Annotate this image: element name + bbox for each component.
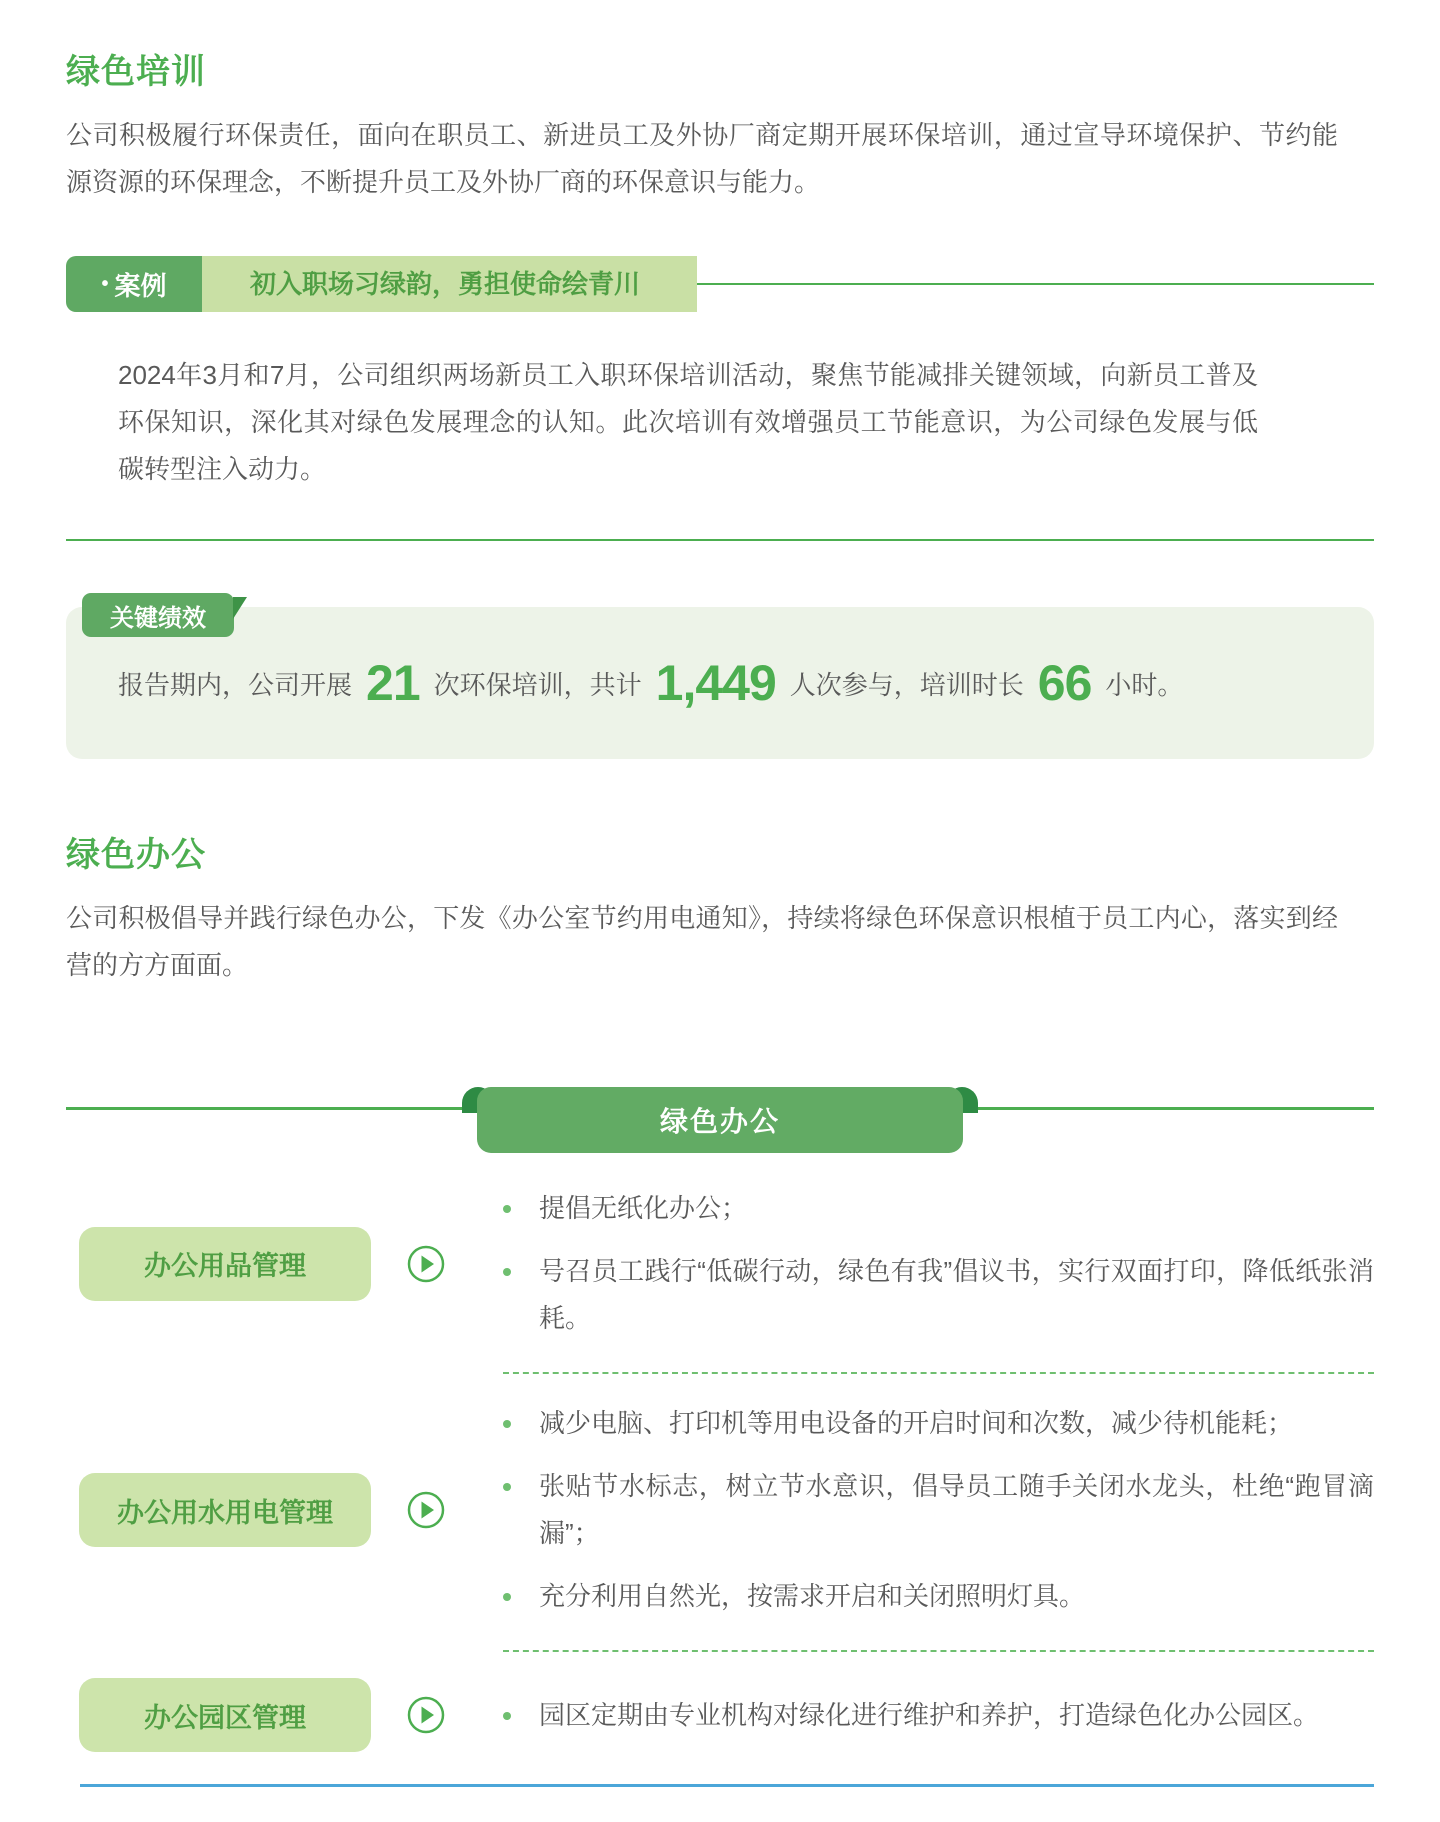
bullet-dot [503,1268,511,1276]
bullet-dot [503,1205,511,1213]
kpi-stat-text: 报告期内，公司开展 [118,669,353,700]
kpi-stat-text: 次环保培训，共计 [433,669,642,700]
case-strip [66,256,1374,312]
bullet-text: 减少电脑、打印机等用电设备的开启时间和次数，减少待机能耗； [539,1408,1294,1438]
play-icon [407,1696,445,1734]
table-row-office-park [66,1678,1374,1752]
bullet-dot [503,1712,511,1720]
key-performance-block [66,604,1374,759]
row-label-column [66,1227,443,1301]
bullet-dot [503,1483,511,1491]
bullet-text: 充分利用自然光，按需求开启和关闭照明灯具。 [539,1581,1086,1611]
case-badge-label: 案例 [114,270,167,301]
office-table-header-label: 绿色办公 [477,1087,963,1153]
kpi-stat-number: 66 [1037,655,1092,711]
kpi-stat-number: 1,449 [655,655,776,711]
case-strip-line [697,283,1374,285]
row-bullets [503,1692,1374,1739]
case-badge [66,256,202,312]
row-label: 办公用品管理 [79,1227,371,1301]
bullet-item [503,1573,1374,1620]
bullet-dot [503,1593,511,1601]
kpi-stat-text: 人次参与，培训时长 [789,669,1024,700]
kpi-statistics-line [118,655,1184,711]
bullet-text: 园区定期由专业机构对绿化进行维护和养护，打造绿色化办公园区。 [539,1699,1320,1730]
green-training-paragraph: 公司积极履行环保责任，面向在职员工、新进员工及外协厂商定期开展环保培训，通过宣导环境保护、节约能源资源的环保理念，不断提升员工及外协厂商的环保意识与能力。 [66,120,1338,197]
bottom-blue-divider [80,1784,1374,1787]
case-body-text: 2024年3月和7月，公司组织两场新员工入职环保培训活动，聚焦节能减排关键领域，向新员工普及环保知识，深化其对绿色发展理念的认知。此次培训有效增强员工节能意识，为公司绿色发展与低碳转型注入动力。 [118,360,1258,484]
kpi-box [66,607,1374,759]
row-label-column [66,1678,443,1752]
case-title: 初入职场习绿韵，勇担使命绘青川 [202,256,697,312]
office-table-header [66,1087,1374,1153]
kpi-stat-number: 21 [366,655,420,711]
bullet-item [503,1463,1374,1557]
table-row-water-electricity [66,1400,1374,1620]
bullet-item [503,1400,1374,1447]
row-label-column [66,1473,443,1547]
bullet-item [503,1692,1374,1739]
kpi-badge: 关键绩效 [82,593,234,637]
bullet-text: 张贴节水标志，树立节水意识，倡导员工随手关闭水龙头，杜绝“跑冒滴漏”； [539,1471,1374,1548]
row-label: 办公用水用电管理 [79,1473,371,1547]
table-row-office-supplies [66,1185,1374,1342]
green-divider [66,539,1374,541]
section-title-green-training: 绿色培训 [66,53,206,91]
dashed-separator [503,1650,1374,1652]
section-title-green-office: 绿色办公 [66,836,206,874]
play-icon [407,1491,445,1529]
row-bullets [503,1185,1374,1342]
row-label: 办公园区管理 [79,1678,371,1752]
play-icon [407,1245,445,1283]
bullet-text: 提倡无纸化办公； [539,1193,748,1223]
bullet-dot [503,1420,511,1428]
row-bullets [503,1400,1374,1620]
bullet-item [503,1185,1374,1232]
kpi-stat-text: 小时。 [1105,669,1184,700]
dashed-separator [503,1372,1374,1374]
bullet-item [503,1248,1374,1342]
bullet-text: 号召员工践行“低碳行动，绿色有我”倡议书，实行双面打印，降低纸张消耗。 [539,1256,1374,1333]
green-office-paragraph: 公司积极倡导并践行绿色办公，下发《办公室节约用电通知》，持续将绿色环保意识根植于员工内心，落实到经营的方方面面。 [66,903,1338,980]
case-badge-dot: • [101,273,109,295]
